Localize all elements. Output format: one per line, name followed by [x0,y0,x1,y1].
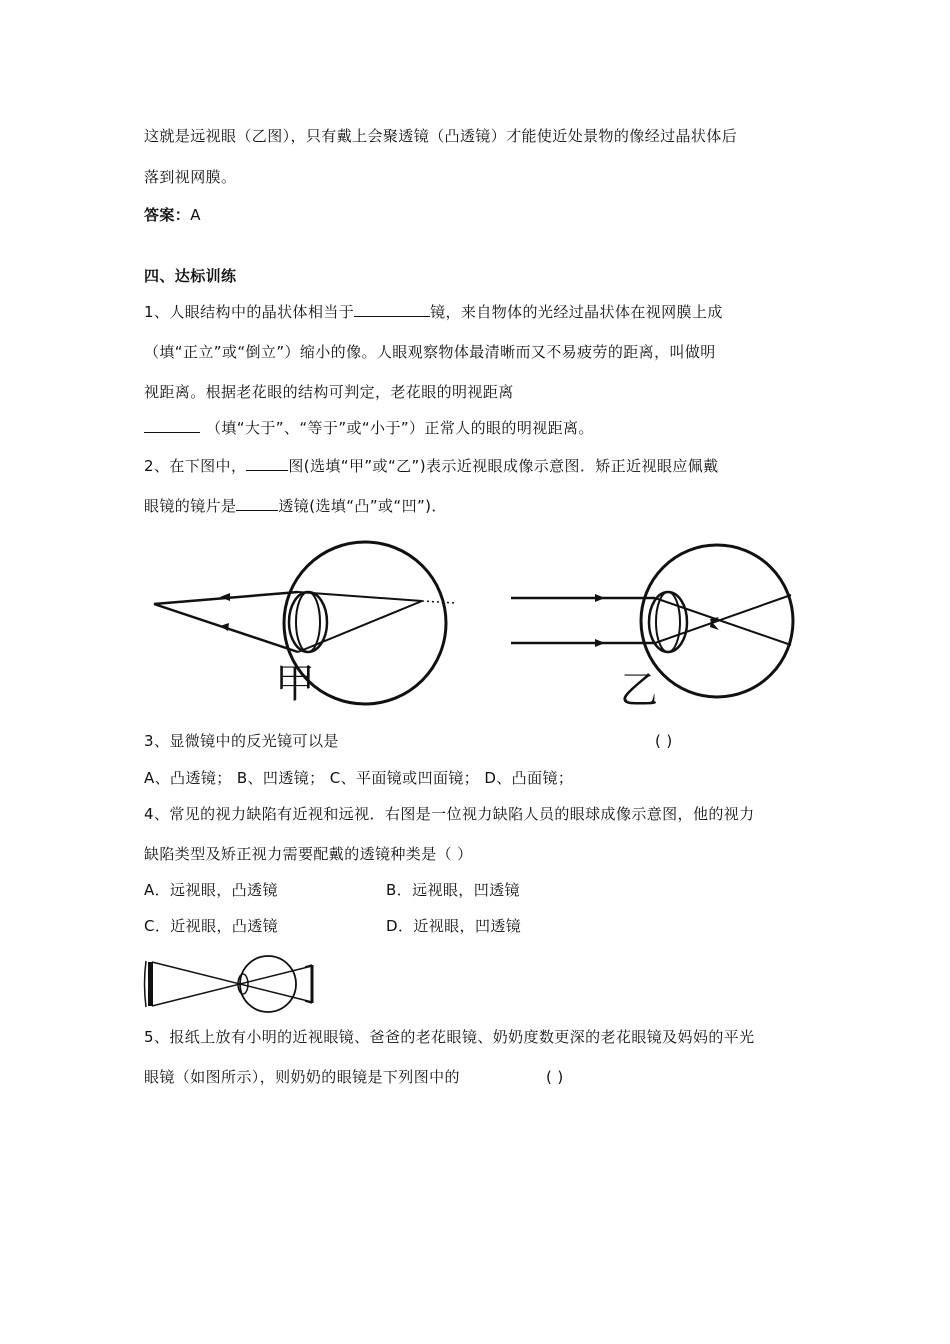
q5-line-2: 眼镜（如图所示），则奶奶的眼镜是下列图中的 [144,1068,460,1086]
object-edge [145,961,147,1007]
q3-paren: ( ) [655,732,673,750]
ray-top-out [655,598,791,645]
q1-blank-1[interactable] [354,302,430,317]
q4-option-c: C．近视眼，凸透镜 [144,917,279,935]
q2-text-d: 透镜(选填“凸”或“凹”)． [278,497,447,515]
ray-bottom-out [298,601,422,652]
q1-line-4 [144,418,594,438]
q2-text-c: 眼镜的镜片是 [144,497,237,515]
q2-line-2 [144,496,447,516]
arrow-top [595,594,605,602]
q3-options: A、凸透镜； B、凹透镜； C、平面镜或凹面镜； D、凸面镜； [144,769,574,787]
q4-line-1: 4、常见的视力缺陷有近视和远视．右图是一位视力缺陷人员的眼球成像示意图，他的视力 [144,805,755,823]
object-bar [148,962,153,1006]
ray-bottom-out [655,595,791,643]
eye-diagram-jia [150,535,470,715]
q2-line-1 [144,456,719,476]
ray-top [152,962,312,1002]
q4-option-a: A．远视眼，凸透镜 [144,881,278,899]
q2-blank-2[interactable] [236,496,278,511]
answer-line [144,205,201,225]
q2-blank-1[interactable] [246,456,288,471]
q4-option-d: D．近视眼，凹透镜 [386,917,522,935]
q2-text-a: 2、在下图中， [144,457,247,475]
intro-line-2: 落到视网膜。 [144,168,237,186]
eye-diagram-q4 [140,955,320,1013]
q1-blank-2[interactable] [144,418,200,433]
q4-line-2: 缺陷类型及矫正视力需要配戴的透镜种类是（ ） [144,845,473,863]
lens-inner [656,592,680,652]
q1-text-b: 镜，来自物体的光经过晶状体在视网膜上成 [430,303,723,321]
q5-line-1: 5、报纸上放有小明的近视眼镜、爸爸的老花眼镜、奶奶度数更深的老花眼镜及妈妈的平光 [144,1028,755,1046]
lens-inner [296,592,320,652]
section-title: 四、达标训练 [144,267,237,285]
q4-option-b: B．远视眼，凹透镜 [386,881,520,899]
ray-bottom [152,966,312,1006]
q5-paren: ( ) [546,1068,564,1086]
q1-line-2: （填“正立”或“倒立”）缩小的像。人眼观察物体最清晰而又不易疲劳的距离，叫做明 [144,343,716,361]
answer-value: A [190,206,201,224]
q3-line-1 [144,731,339,751]
q2-text-b: 图(选填“甲”或“乙”)表示近视眼成像示意图．矫正近视眼应佩戴 [288,457,719,475]
q1-text-a: 1、人眼结构中的晶状体相当于 [144,303,355,321]
arrow-bottom [595,639,605,647]
q1-line-1 [144,302,723,322]
intro-line-1: 这就是远视眼（乙图），只有戴上会聚透镜（凸透镜）才能使近处景物的像经过晶状体后 [144,127,738,145]
q3-stem: 3、显微镜中的反光镜可以是 [144,732,339,750]
label-yi: 乙 [620,668,659,712]
arrow-top [220,593,230,601]
answer-label: 答案： [144,206,191,224]
eye-diagram-yi [505,535,805,715]
q4-options-row-1 [144,880,278,900]
ray-extension-dotted [422,601,455,603]
q1-text-4: （填“大于”、“等于”或“小于”）正常人的眼的明视距离。 [206,419,594,437]
q1-line-3: 视距离。根据老花眼的结构可判定，老花眼的明视距离 [144,383,514,401]
label-jia: 甲 [275,661,315,707]
